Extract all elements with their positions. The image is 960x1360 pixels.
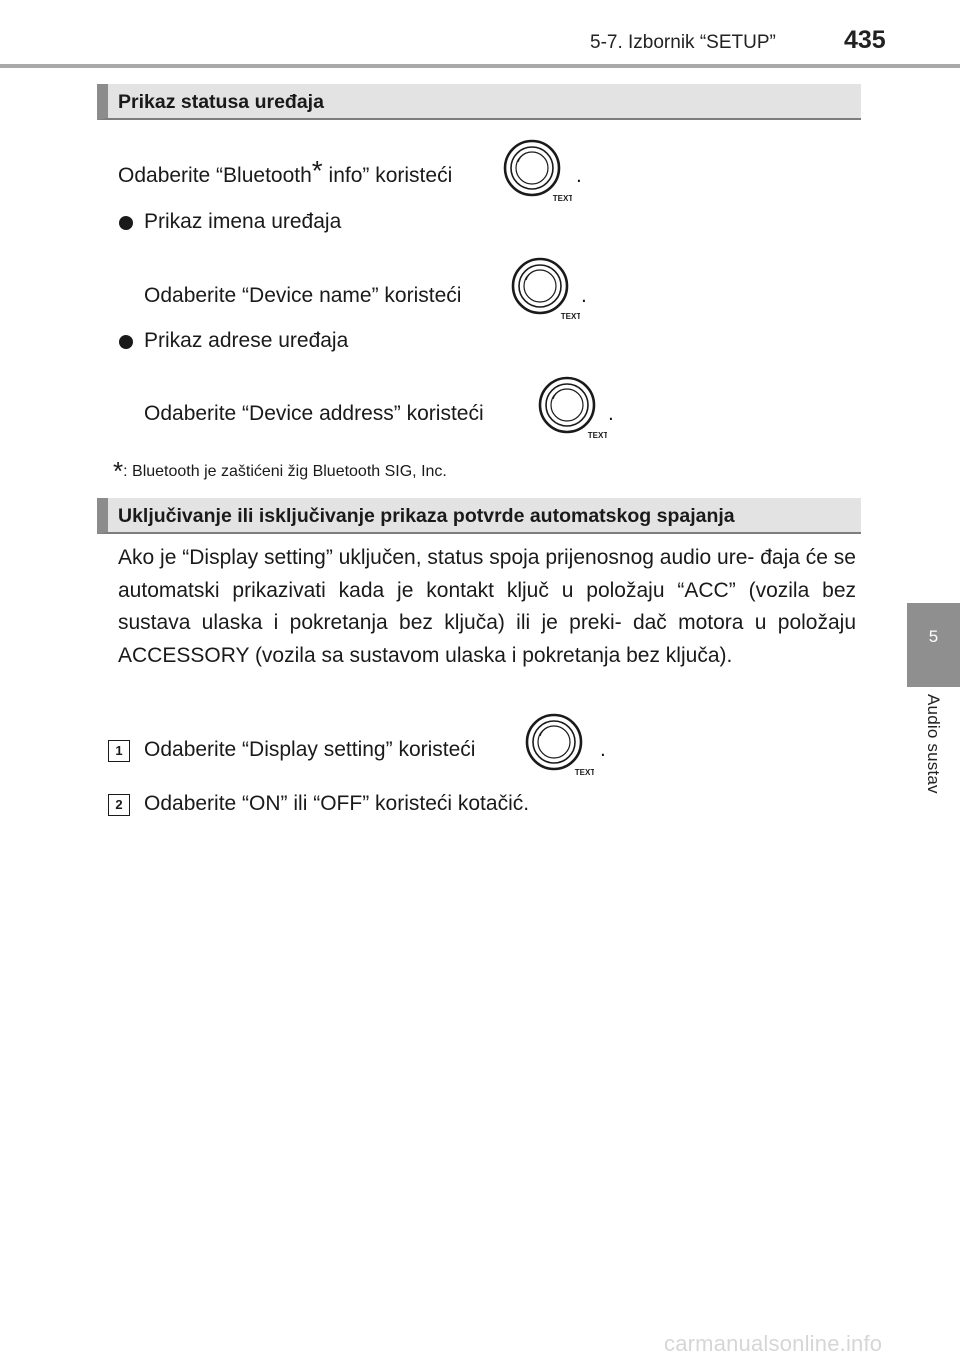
step-text: Odaberite “ON” ili “OFF” koristeći kotačić.: [144, 792, 530, 815]
footnote-marker: *: [311, 155, 323, 186]
bullet-label: Prikaz imena uređaja: [144, 210, 342, 233]
svg-text:TEXT: TEXT: [587, 431, 607, 440]
section-paragraph: Ako je “Display setting” uključen, status spoja prijenosnog audio ure- đaja će se automatski prikazivati kada je kontakt ključ u položaju “ACC” (vozila bez sustava ulaska i pokretanja bez ključa) ili je preki- dač motora u položaju ACCESSORY (vozila sa sustavom ulaska i pokretanja bez ključa).: [118, 546, 856, 667]
svg-text:TEXT: TEXT: [574, 768, 594, 777]
page-header: [0, 0, 960, 70]
bullet-label: Prikaz adrese uređaja: [144, 329, 349, 352]
section-title: 5-7. Izbornik “SETUP”: [590, 32, 776, 53]
section-heading-device-status: [97, 84, 861, 120]
tune-knob-icon: [502, 138, 572, 208]
header-divider: [0, 64, 960, 68]
watermark: carmanualsonline.info: [664, 1331, 883, 1356]
bullet-instruction: Odaberite “Device name” koristeći: [144, 284, 462, 307]
chapter-title: Audio sustav: [924, 694, 943, 794]
footnote: *: Bluetooth je zaštićeni žig Bluetooth SIG, Inc.: [113, 456, 447, 486]
tune-knob-icon: [524, 712, 594, 782]
step-number-2: 2: [108, 794, 130, 816]
section-heading-text: Uključivanje ili isključivanje prikaza potvrde automatskog spajanja: [118, 505, 735, 527]
page-number: 435: [844, 26, 886, 54]
tune-knob-icon: [537, 375, 607, 445]
chapter-number: 5: [928, 627, 939, 646]
bullet-icon: [119, 335, 133, 349]
step-number-1: 1: [108, 740, 130, 762]
step-text: Odaberite “Display setting” koristeći: [144, 738, 476, 761]
intro-instruction: Odaberite “Bluetooth* info” koristeći: [118, 155, 453, 187]
svg-text:TEXT: TEXT: [552, 194, 572, 203]
svg-text:TEXT: TEXT: [560, 312, 580, 321]
section-heading-text: Prikaz statusa uređaja: [118, 91, 324, 113]
section-heading-auto-connect: [97, 498, 861, 534]
tune-knob-icon: [510, 256, 580, 326]
chapter-tab-label: [907, 694, 960, 824]
bullet-instruction: Odaberite “Device address” koristeći: [144, 402, 484, 425]
bullet-icon: [119, 216, 133, 230]
chapter-tab: [907, 603, 960, 687]
